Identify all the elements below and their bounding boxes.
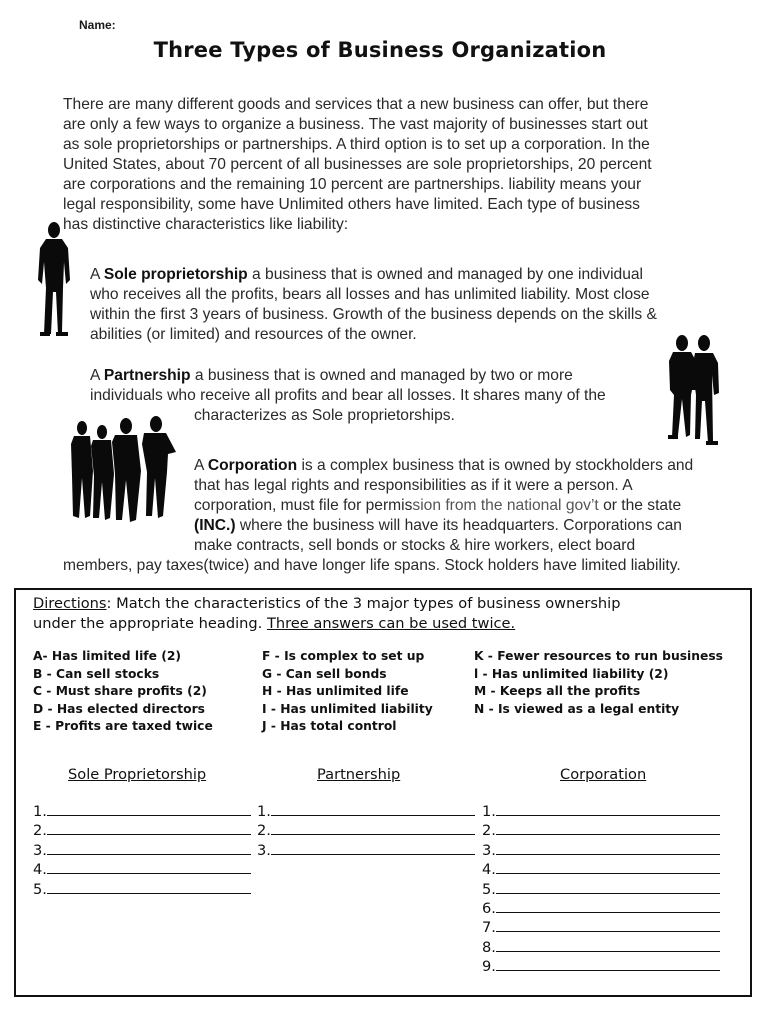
answer-row [482, 860, 720, 879]
answer-number: 3. [33, 841, 47, 859]
directions-line-1 [33, 594, 621, 614]
answer-number: 8. [482, 938, 496, 956]
page-title: Three Types of Business Organization [153, 38, 607, 62]
corporation-line4-rest: where the business will have its headquarters. Corporations can [235, 517, 682, 534]
answer-blank[interactable] [271, 802, 475, 816]
answer-blank[interactable] [496, 802, 720, 816]
intro-line: are only a few ways to organize a business. The vast majority of businesses start out [63, 116, 648, 133]
option-item: I - Has unlimited liability [262, 701, 433, 716]
answer-row [482, 880, 720, 899]
partnership-prefix: A [90, 367, 104, 384]
answer-blank[interactable] [47, 841, 251, 855]
answer-blank[interactable] [496, 880, 720, 894]
sole-proprietorship-paragraph [90, 265, 657, 345]
answer-blank[interactable] [496, 918, 720, 932]
corporation-line-4 [63, 516, 693, 536]
corporation-answer-list [482, 802, 720, 977]
partnership-paragraph [90, 366, 606, 426]
option-item: N - Is viewed as a legal entity [474, 701, 680, 716]
intro-paragraph [63, 95, 713, 235]
answer-row [33, 841, 251, 860]
answer-blank[interactable] [47, 821, 251, 835]
option-item: J - Has total control [262, 719, 397, 733]
answer-number: 7. [482, 919, 496, 937]
corporation-line1-rest: is a complex business that is owned by stockholders and [297, 457, 694, 474]
answer-number: 2. [33, 822, 47, 840]
answer-blank[interactable] [496, 821, 720, 835]
corporation-line3b: sion from the national gov’t [412, 497, 599, 514]
name-label: Name: [79, 18, 116, 32]
option-item: M - Keeps all the profits [474, 684, 641, 698]
answer-row [482, 821, 720, 840]
option-item: E - Profits are taxed twice [33, 719, 213, 733]
options-column-3 [474, 648, 723, 718]
answer-number: 4. [482, 861, 496, 879]
intro-line: are corporations and the remaining 10 percent are partnerships. liability means your [63, 176, 642, 193]
answer-number: 6. [482, 900, 496, 918]
sole-line-1 [90, 265, 657, 285]
directions-text2: under the appropriate heading. [33, 615, 267, 632]
answer-row [257, 841, 475, 860]
single-person-silhouette-icon [34, 222, 74, 338]
directions-colon: : [106, 595, 112, 612]
answer-blank[interactable] [271, 841, 475, 855]
two-people-silhouette-icon [664, 335, 722, 447]
option-item: l - Has unlimited liability (2) [474, 666, 669, 681]
answer-row [482, 899, 720, 918]
option-item: F - Is complex to set up [262, 649, 425, 663]
option-item: B - Can sell stocks [33, 666, 160, 681]
option-item: K - Fewer resources to run business [474, 649, 723, 663]
intro-line: has distinctive characteristics like liability: [63, 216, 349, 233]
directions-text1: Match the characteristics of the 3 major types of business ownership [111, 595, 621, 612]
answer-blank[interactable] [496, 841, 720, 855]
answer-row [482, 918, 720, 937]
corporation-line3a: corporation, must file for permis [194, 497, 413, 514]
answer-blank[interactable] [496, 899, 720, 913]
options-column-2 [262, 648, 433, 736]
answer-row [257, 802, 475, 821]
directions-label: Directions [33, 595, 107, 612]
directions-text [33, 594, 621, 634]
sole-prefix: A [90, 266, 104, 283]
corporation-inc: (INC.) [194, 517, 236, 534]
answer-blank[interactable] [271, 821, 475, 835]
answer-number: 3. [482, 841, 496, 859]
answer-row [33, 880, 251, 899]
sole-line1-rest: a business that is owned and managed by one individual [247, 266, 644, 283]
partnership-line-1 [90, 366, 606, 386]
option-item: D - Has elected directors [33, 701, 205, 716]
answer-number: 2. [257, 822, 271, 840]
answer-blank[interactable] [47, 880, 251, 894]
answer-row [33, 821, 251, 840]
directions-line-2 [33, 614, 621, 634]
corporation-term: Corporation [207, 457, 298, 474]
sole-proprietorship-heading: Sole Proprietorship [68, 766, 207, 783]
answer-blank[interactable] [47, 860, 251, 874]
answer-blank[interactable] [496, 860, 720, 874]
sole-answer-list [33, 802, 251, 899]
sole-term: Sole proprietorship [103, 266, 248, 283]
partnership-heading: Partnership [317, 766, 401, 783]
options-column-1 [33, 648, 213, 736]
corporation-line-6: members, pay taxes(twice) and have longer life spans. Stock holders have limited liability. [63, 557, 681, 574]
answer-blank[interactable] [496, 938, 720, 952]
answer-row [482, 957, 720, 976]
corporation-paragraph [63, 456, 693, 576]
sole-line: abilities (or limited) and resources of the owner. [90, 326, 417, 343]
answer-row [33, 860, 251, 879]
partnership-line1-rest: a business that is owned and managed by two or more [190, 367, 573, 384]
intro-line: United States, about 70 percent of all businesses are sole proprietorships, 20 percent [63, 156, 652, 173]
answer-blank[interactable] [47, 802, 251, 816]
answer-row [482, 938, 720, 957]
corporation-line-5: make contracts, sell bonds or stocks & hire workers, elect board [194, 537, 636, 554]
option-item: H - Has unlimited life [262, 684, 409, 698]
answer-row [482, 802, 720, 821]
corporation-line-2: that has legal rights and responsibilities as if it were a person. A [194, 477, 633, 494]
option-item: A- Has limited life (2) [33, 649, 182, 663]
corporation-line-3 [63, 496, 693, 516]
intro-line: legal responsibility, some have Unlimited others have limited. Each type of business [63, 196, 640, 213]
corporation-line3c: or the state [598, 497, 682, 514]
intro-line: as sole proprietorships or partnerships. A third option is to set up a corporation. In the [63, 136, 650, 153]
answer-number: 1. [482, 803, 496, 820]
answer-number: 1. [257, 803, 271, 820]
partnership-term: Partnership [103, 367, 191, 384]
answer-number: 4. [33, 861, 47, 879]
answer-number: 5. [482, 880, 496, 898]
partnership-answer-list [257, 802, 475, 860]
intro-line: There are many different goods and services that a new business can offer, but there [63, 96, 649, 113]
answer-number: 2. [482, 822, 496, 840]
answer-row [482, 841, 720, 860]
answer-number: 1. [33, 803, 47, 820]
partnership-line-2: individuals who receive all profits and bear all losses. It shares many of the [90, 387, 606, 404]
partnership-line-3: characterizes as Sole proprietorships. [194, 407, 455, 424]
answer-number: 9. [482, 958, 496, 976]
answer-number: 5. [33, 880, 47, 898]
answer-row [257, 821, 475, 840]
corporation-heading: Corporation [560, 766, 647, 783]
corporation-line-1 [63, 456, 693, 476]
answer-blank[interactable] [496, 957, 720, 971]
directions-emphasis: Three answers can be used twice. [266, 615, 516, 632]
answer-number: 3. [257, 841, 271, 859]
answer-row [33, 802, 251, 821]
option-item: C - Must share profits (2) [33, 684, 207, 698]
sole-line: within the first 3 years of business. Growth of the business depends on the skills & [90, 306, 657, 323]
sole-line: who receives all the profits, bears all losses and has unlimited liability. Most close [90, 286, 650, 303]
corporation-prefix: A [194, 457, 208, 474]
option-item: G - Can sell bonds [262, 666, 387, 681]
